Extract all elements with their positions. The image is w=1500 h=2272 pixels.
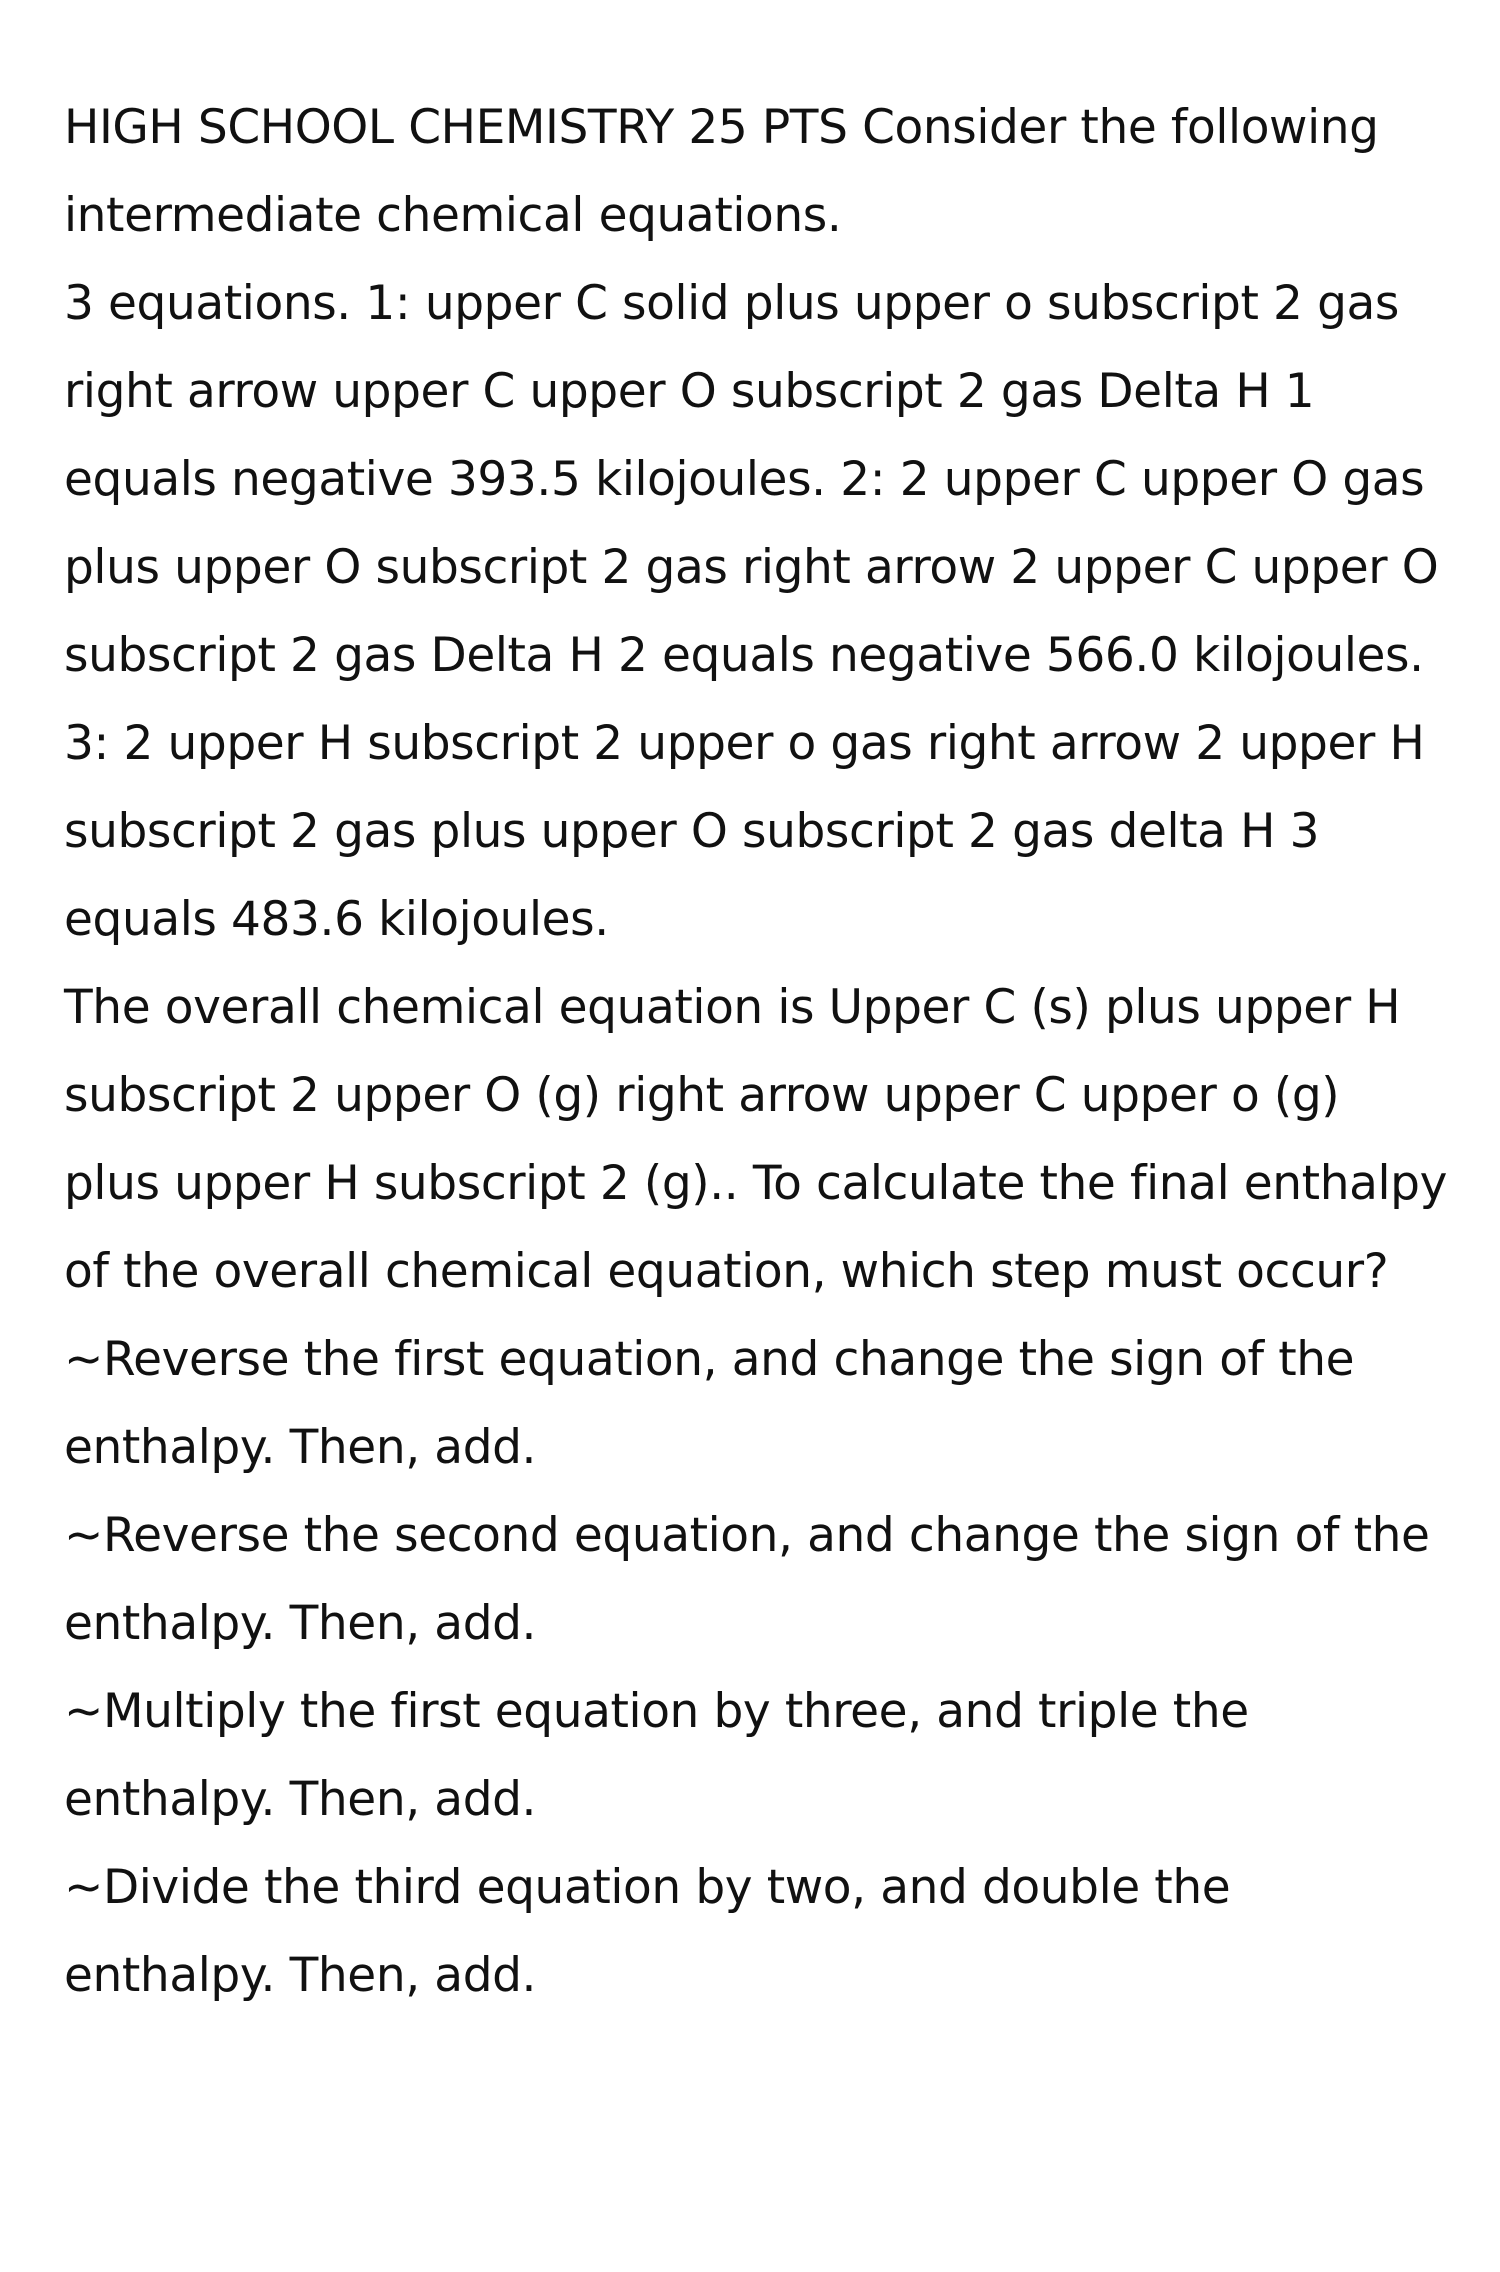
answer-option-4: ~Divide the third equation by two, and double the enthalpy. Then, add.	[64, 1860, 1231, 2003]
answer-option-1: ~Reverse the first equation, and change the sign of the enthalpy. Then, add.	[64, 1332, 1355, 1475]
answer-option-3: ~Multiply the first equation by three, and triple the enthalpy. Then, add.	[64, 1684, 1249, 1827]
question-prompt: The overall chemical equation is Upper C (s) plus upper H subscript 2 upper O (g) right arrow upper C upper o (g) plus upper H subscript 2 (g).. To calculate the final enthalpy of the overall chemical equation, which step must occur?	[64, 980, 1447, 1299]
question-document	[64, 84, 1448, 2020]
question-equations: 3 equations. 1: upper C solid plus upper o subscript 2 gas right arrow upper C upper O subscript 2 gas Delta H 1 equals negative 393.5 kilojoules. 2: 2 upper C upper O gas plus upper O subscript 2 gas right arrow 2 upper C upper O subscript 2 gas Delta H 2 equals negative 566.0 kilojoules. 3: 2 upper H subscript 2 upper o gas right arrow 2 upper H subscript 2 gas plus upper O subscript 2 gas delta H 3 equals 483.6 kilojoules.	[64, 276, 1439, 947]
answer-option-2: ~Reverse the second equation, and change the sign of the enthalpy. Then, add.	[64, 1508, 1430, 1651]
question-header: HIGH SCHOOL CHEMISTRY 25 PTS Consider the following intermediate chemical equations.	[64, 100, 1379, 243]
